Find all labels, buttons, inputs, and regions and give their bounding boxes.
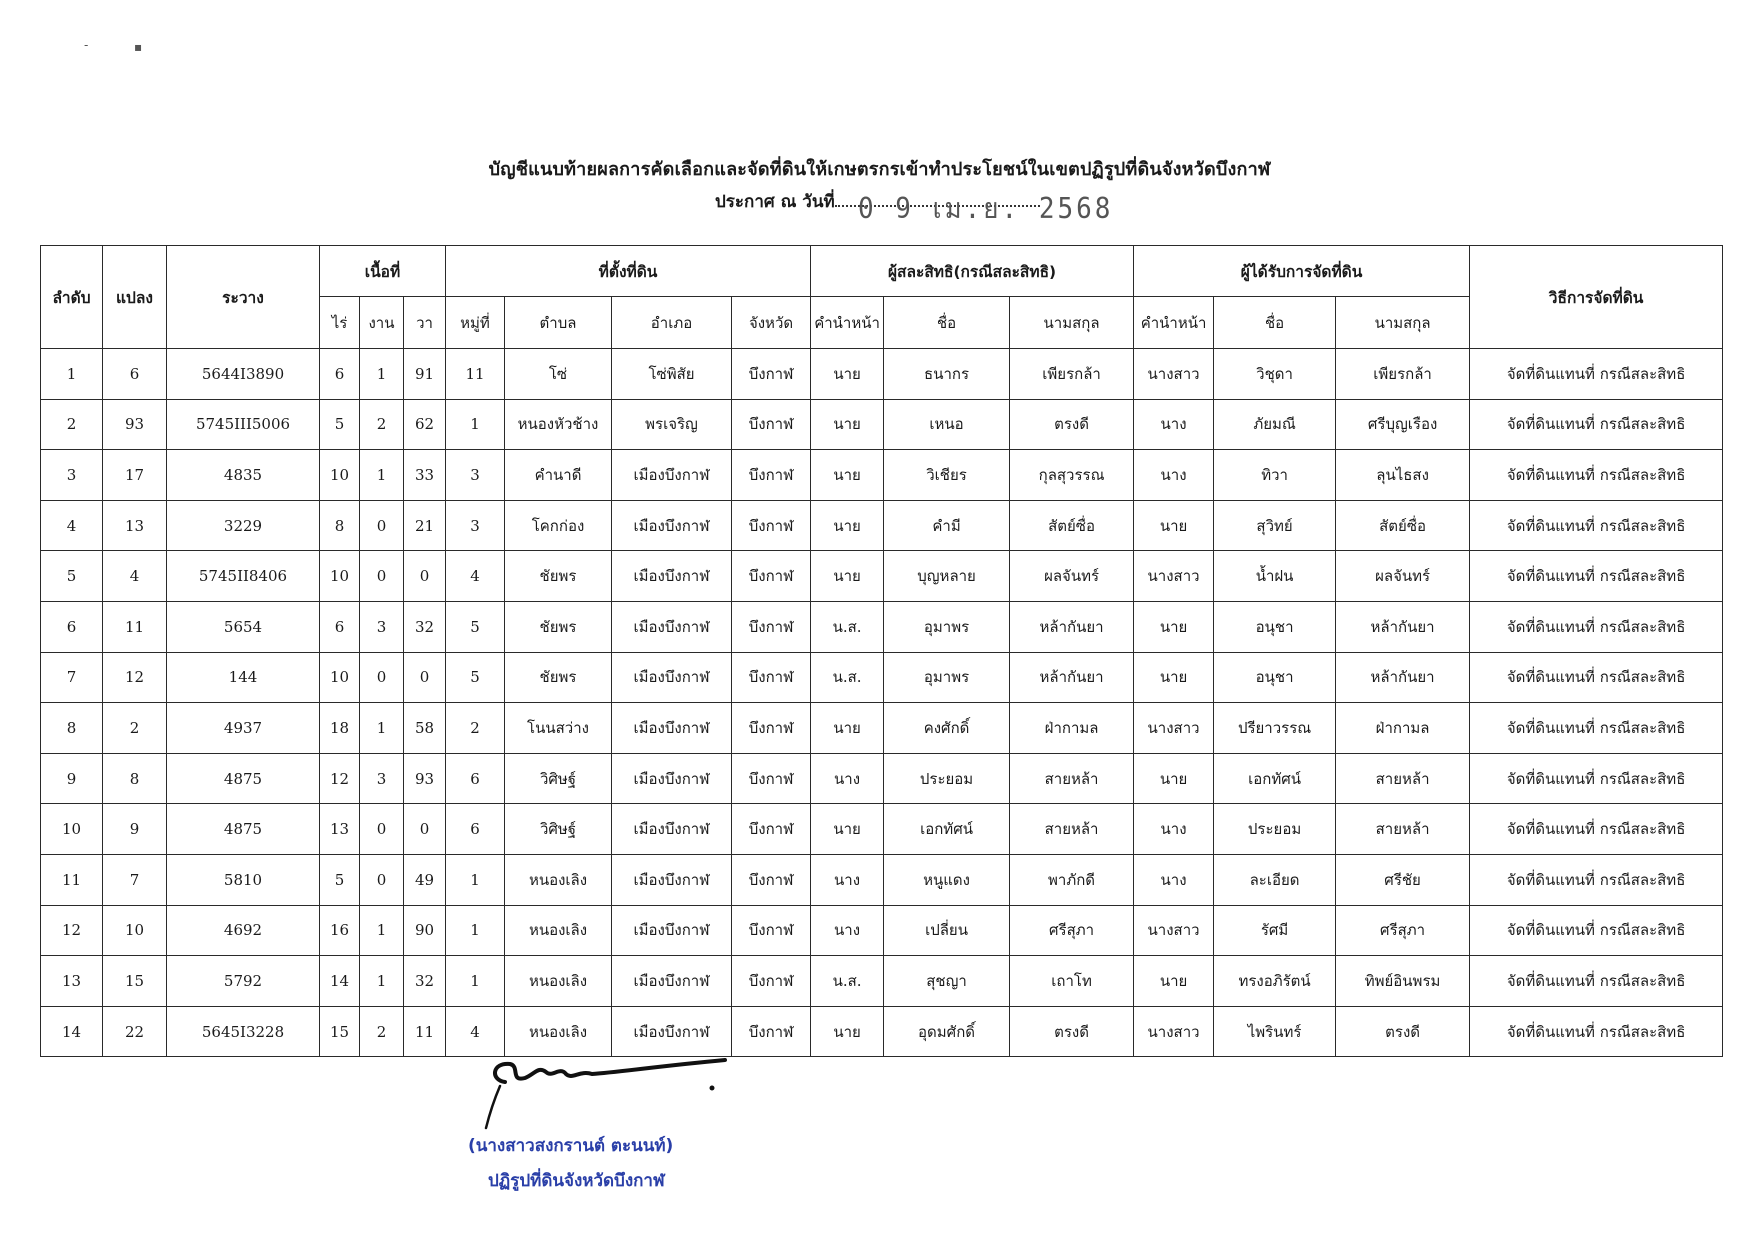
cell-wa: 32 xyxy=(404,601,446,652)
table-row xyxy=(41,399,1723,450)
table-row xyxy=(41,956,1723,1007)
cell-province: บึงกาฬ xyxy=(732,1006,811,1057)
cell-wa: 32 xyxy=(404,956,446,1007)
header-ngan: งาน xyxy=(360,297,404,349)
cell-tambon: โคกก่อง xyxy=(505,500,612,551)
signatory-name: (นางสาวสงกรานต์ ตะนนท์) xyxy=(468,1136,674,1156)
header-province: จังหวัด xyxy=(732,297,811,349)
cell-plot: 11 xyxy=(103,601,167,652)
cell-waiver-prefix: นาย xyxy=(811,349,884,400)
table-row xyxy=(41,349,1723,400)
cell-recipient-first-name: รัศมี xyxy=(1214,905,1336,956)
cell-recipient-prefix: นาง xyxy=(1134,399,1214,450)
cell-recipient-first-name: ละเอียด xyxy=(1214,854,1336,905)
cell-rawang: 5645I3228 xyxy=(167,1006,320,1057)
table-row xyxy=(41,804,1723,855)
cell-waiver-prefix: นาง xyxy=(811,854,884,905)
cell-ngan: 0 xyxy=(360,804,404,855)
cell-province: บึงกาฬ xyxy=(732,854,811,905)
cell-rawang: 5644I3890 xyxy=(167,349,320,400)
cell-method: จัดที่ดินแทนที่ กรณีสละสิทธิ xyxy=(1470,601,1723,652)
cell-ngan: 1 xyxy=(360,450,404,501)
cell-recipient-first-name: ภัยมณี xyxy=(1214,399,1336,450)
table-body xyxy=(41,349,1723,1057)
cell-waiver-first-name: ธนากร xyxy=(884,349,1010,400)
cell-tambon: โซ่ xyxy=(505,349,612,400)
cell-waiver-prefix: นาย xyxy=(811,399,884,450)
cell-tambon: โนนสว่าง xyxy=(505,703,612,754)
cell-rawang: 144 xyxy=(167,652,320,703)
cell-waiver-first-name: อุดมศักดิ์ xyxy=(884,1006,1010,1057)
cell-recipient-first-name: สุวิทย์ xyxy=(1214,500,1336,551)
header-method: วิธีการจัดที่ดิน xyxy=(1470,246,1723,349)
cell-waiver-last-name: ฝ่ากามล xyxy=(1010,703,1134,754)
cell-no: 5 xyxy=(41,551,103,602)
cell-waiver-last-name: เถาโท xyxy=(1010,956,1134,1007)
cell-waiver-last-name: ผลจันทร์ xyxy=(1010,551,1134,602)
cell-moo: 6 xyxy=(446,804,505,855)
cell-rawang: 5745II8406 xyxy=(167,551,320,602)
cell-recipient-prefix: นาย xyxy=(1134,500,1214,551)
cell-waiver-first-name: วิเชียร xyxy=(884,450,1010,501)
cell-plot: 9 xyxy=(103,804,167,855)
cell-no: 2 xyxy=(41,399,103,450)
cell-waiver-last-name: เพียรกล้า xyxy=(1010,349,1134,400)
cell-waiver-first-name: ประยอม xyxy=(884,753,1010,804)
table-row xyxy=(41,500,1723,551)
cell-no: 7 xyxy=(41,652,103,703)
cell-recipient-last-name: ศรีสุภา xyxy=(1336,905,1470,956)
cell-rawang: 5810 xyxy=(167,854,320,905)
cell-plot: 10 xyxy=(103,905,167,956)
header-waiver-first-name: ชื่อ xyxy=(884,297,1010,349)
cell-moo: 1 xyxy=(446,854,505,905)
cell-plot: 6 xyxy=(103,349,167,400)
cell-rai: 10 xyxy=(320,652,360,703)
scan-speck: - xyxy=(84,38,89,52)
cell-waiver-prefix: นาย xyxy=(811,1006,884,1057)
cell-recipient-last-name: ลุนไธสง xyxy=(1336,450,1470,501)
cell-amphoe: เมืองบึงกาฬ xyxy=(612,601,732,652)
cell-plot: 93 xyxy=(103,399,167,450)
cell-amphoe: โซ่พิสัย xyxy=(612,349,732,400)
cell-recipient-prefix: นางสาว xyxy=(1134,349,1214,400)
cell-waiver-last-name: พาภักดี xyxy=(1010,854,1134,905)
cell-no: 10 xyxy=(41,804,103,855)
cell-rai: 18 xyxy=(320,703,360,754)
cell-waiver-last-name: สัตย์ซื่อ xyxy=(1010,500,1134,551)
cell-waiver-last-name: หล้ากันยา xyxy=(1010,652,1134,703)
cell-plot: 22 xyxy=(103,1006,167,1057)
cell-tambon: หนองหัวช้าง xyxy=(505,399,612,450)
cell-tambon: ชัยพร xyxy=(505,551,612,602)
cell-recipient-first-name: ปรียาวรรณ xyxy=(1214,703,1336,754)
header-recipient-first-name: ชื่อ xyxy=(1214,297,1336,349)
cell-amphoe: เมืองบึงกาฬ xyxy=(612,905,732,956)
cell-rai: 10 xyxy=(320,450,360,501)
cell-recipient-first-name: ทิวา xyxy=(1214,450,1336,501)
cell-method: จัดที่ดินแทนที่ กรณีสละสิทธิ xyxy=(1470,652,1723,703)
cell-waiver-prefix: นาย xyxy=(811,551,884,602)
cell-waiver-prefix: น.ส. xyxy=(811,956,884,1007)
header-recipient-prefix: คำนำหน้า xyxy=(1134,297,1214,349)
cell-recipient-last-name: ฝ่ากามล xyxy=(1336,703,1470,754)
cell-method: จัดที่ดินแทนที่ กรณีสละสิทธิ xyxy=(1470,703,1723,754)
cell-tambon: หนองเลิง xyxy=(505,1006,612,1057)
cell-wa: 11 xyxy=(404,1006,446,1057)
cell-no: 8 xyxy=(41,703,103,754)
cell-method: จัดที่ดินแทนที่ กรณีสละสิทธิ xyxy=(1470,956,1723,1007)
cell-waiver-first-name: เอกทัศน์ xyxy=(884,804,1010,855)
cell-waiver-first-name: คงศักดิ์ xyxy=(884,703,1010,754)
cell-amphoe: เมืองบึงกาฬ xyxy=(612,551,732,602)
cell-ngan: 1 xyxy=(360,703,404,754)
cell-tambon: คำนาดี xyxy=(505,450,612,501)
cell-wa: 62 xyxy=(404,399,446,450)
cell-province: บึงกาฬ xyxy=(732,753,811,804)
cell-rai: 16 xyxy=(320,905,360,956)
cell-rawang: 4937 xyxy=(167,703,320,754)
cell-recipient-first-name: อนุชา xyxy=(1214,652,1336,703)
cell-recipient-first-name: น้ำฝน xyxy=(1214,551,1336,602)
cell-rai: 8 xyxy=(320,500,360,551)
cell-recipient-last-name: ตรงดี xyxy=(1336,1006,1470,1057)
cell-ngan: 3 xyxy=(360,601,404,652)
cell-waiver-first-name: อุมาพร xyxy=(884,601,1010,652)
table-row xyxy=(41,854,1723,905)
cell-moo: 4 xyxy=(446,1006,505,1057)
cell-ngan: 1 xyxy=(360,956,404,1007)
cell-recipient-last-name: หล้ากันยา xyxy=(1336,652,1470,703)
cell-recipient-prefix: นาย xyxy=(1134,601,1214,652)
cell-waiver-prefix: นาง xyxy=(811,753,884,804)
cell-waiver-first-name: เปลี่ยน xyxy=(884,905,1010,956)
table-row xyxy=(41,753,1723,804)
cell-tambon: ชัยพร xyxy=(505,652,612,703)
cell-recipient-prefix: นางสาว xyxy=(1134,1006,1214,1057)
cell-waiver-last-name: สายหล้า xyxy=(1010,753,1134,804)
cell-province: บึงกาฬ xyxy=(732,399,811,450)
date-stamp: 0 9 เม.ย. 2568 xyxy=(858,192,1114,226)
cell-tambon: วิศิษฐ์ xyxy=(505,804,612,855)
cell-no: 1 xyxy=(41,349,103,400)
cell-plot: 8 xyxy=(103,753,167,804)
cell-recipient-first-name: อนุชา xyxy=(1214,601,1336,652)
cell-rawang: 3229 xyxy=(167,500,320,551)
cell-recipient-first-name: วิชุดา xyxy=(1214,349,1336,400)
cell-amphoe: เมืองบึงกาฬ xyxy=(612,703,732,754)
land-allocation-table xyxy=(40,245,1723,1057)
cell-amphoe: เมืองบึงกาฬ xyxy=(612,450,732,501)
cell-method: จัดที่ดินแทนที่ กรณีสละสิทธิ xyxy=(1470,753,1723,804)
cell-rawang: 5654 xyxy=(167,601,320,652)
cell-ngan: 2 xyxy=(360,1006,404,1057)
cell-amphoe: เมืองบึงกาฬ xyxy=(612,854,732,905)
cell-no: 4 xyxy=(41,500,103,551)
table-row xyxy=(41,551,1723,602)
cell-recipient-last-name: ทิพย์อินพรม xyxy=(1336,956,1470,1007)
cell-province: บึงกาฬ xyxy=(732,601,811,652)
cell-moo: 1 xyxy=(446,399,505,450)
cell-no: 11 xyxy=(41,854,103,905)
header-rai: ไร่ xyxy=(320,297,360,349)
cell-rawang: 4875 xyxy=(167,804,320,855)
signatory-position: ปฏิรูปที่ดินจังหวัดบึงกาฬ xyxy=(488,1171,665,1191)
cell-wa: 90 xyxy=(404,905,446,956)
scan-speck: ▪ xyxy=(134,40,143,54)
cell-recipient-last-name: เพียรกล้า xyxy=(1336,349,1470,400)
cell-rai: 5 xyxy=(320,399,360,450)
cell-ngan: 1 xyxy=(360,349,404,400)
cell-rai: 12 xyxy=(320,753,360,804)
header-recipient-last-name: นามสกุล xyxy=(1336,297,1470,349)
cell-province: บึงกาฬ xyxy=(732,905,811,956)
cell-ngan: 3 xyxy=(360,753,404,804)
cell-recipient-first-name: ประยอม xyxy=(1214,804,1336,855)
date-label: ประกาศ ณ วันที่ xyxy=(715,192,835,212)
header-waiver: ผู้สละสิทธิ(กรณีสละสิทธิ) xyxy=(811,246,1134,297)
table-row xyxy=(41,703,1723,754)
cell-moo: 4 xyxy=(446,551,505,602)
cell-moo: 5 xyxy=(446,601,505,652)
cell-amphoe: เมืองบึงกาฬ xyxy=(612,500,732,551)
cell-wa: 93 xyxy=(404,753,446,804)
cell-ngan: 1 xyxy=(360,905,404,956)
cell-moo: 1 xyxy=(446,956,505,1007)
cell-moo: 3 xyxy=(446,500,505,551)
cell-rai: 14 xyxy=(320,956,360,1007)
cell-waiver-last-name: ตรงดี xyxy=(1010,399,1134,450)
cell-method: จัดที่ดินแทนที่ กรณีสละสิทธิ xyxy=(1470,1006,1723,1057)
cell-recipient-prefix: นาง xyxy=(1134,854,1214,905)
cell-province: บึงกาฬ xyxy=(732,804,811,855)
cell-waiver-prefix: น.ส. xyxy=(811,601,884,652)
cell-no: 13 xyxy=(41,956,103,1007)
cell-plot: 15 xyxy=(103,956,167,1007)
cell-no: 3 xyxy=(41,450,103,501)
cell-recipient-last-name: ผลจันทร์ xyxy=(1336,551,1470,602)
cell-waiver-prefix: นาย xyxy=(811,703,884,754)
cell-recipient-last-name: หล้ากันยา xyxy=(1336,601,1470,652)
cell-waiver-prefix: นาง xyxy=(811,905,884,956)
cell-province: บึงกาฬ xyxy=(732,450,811,501)
header-waiver-last-name: นามสกุล xyxy=(1010,297,1134,349)
cell-wa: 58 xyxy=(404,703,446,754)
cell-amphoe: พรเจริญ xyxy=(612,399,732,450)
cell-method: จัดที่ดินแทนที่ กรณีสละสิทธิ xyxy=(1470,450,1723,501)
cell-recipient-prefix: นาย xyxy=(1134,753,1214,804)
cell-province: บึงกาฬ xyxy=(732,703,811,754)
cell-recipient-prefix: นาง xyxy=(1134,450,1214,501)
cell-wa: 0 xyxy=(404,652,446,703)
cell-plot: 2 xyxy=(103,703,167,754)
cell-moo: 2 xyxy=(446,703,505,754)
cell-no: 14 xyxy=(41,1006,103,1057)
header-tambon: ตำบล xyxy=(505,297,612,349)
cell-tambon: หนองเลิง xyxy=(505,905,612,956)
cell-recipient-last-name: ศรีบุญเรือง xyxy=(1336,399,1470,450)
cell-waiver-last-name: ตรงดี xyxy=(1010,1006,1134,1057)
cell-waiver-first-name: สุชญา xyxy=(884,956,1010,1007)
cell-moo: 11 xyxy=(446,349,505,400)
cell-rai: 15 xyxy=(320,1006,360,1057)
cell-recipient-prefix: นาย xyxy=(1134,956,1214,1007)
cell-method: จัดที่ดินแทนที่ กรณีสละสิทธิ xyxy=(1470,854,1723,905)
cell-waiver-last-name: กุลสุวรรณ xyxy=(1010,450,1134,501)
cell-rai: 5 xyxy=(320,854,360,905)
cell-province: บึงกาฬ xyxy=(732,652,811,703)
cell-recipient-last-name: ศรีชัย xyxy=(1336,854,1470,905)
cell-rai: 6 xyxy=(320,601,360,652)
header-recipient: ผู้ได้รับการจัดที่ดิน xyxy=(1134,246,1470,297)
header-amphoe: อำเภอ xyxy=(612,297,732,349)
header-rawang: ระวาง xyxy=(167,246,320,349)
cell-method: จัดที่ดินแทนที่ กรณีสละสิทธิ xyxy=(1470,551,1723,602)
cell-recipient-last-name: สัตย์ซื่อ xyxy=(1336,500,1470,551)
cell-waiver-prefix: น.ส. xyxy=(811,652,884,703)
cell-rawang: 4692 xyxy=(167,905,320,956)
header-waiver-prefix: คำนำหน้า xyxy=(811,297,884,349)
table-row xyxy=(41,450,1723,501)
cell-moo: 1 xyxy=(446,905,505,956)
cell-recipient-prefix: นาง xyxy=(1134,804,1214,855)
table-row xyxy=(41,601,1723,652)
header-moo: หมู่ที่ xyxy=(446,297,505,349)
cell-recipient-first-name: ทรงอภิรัตน์ xyxy=(1214,956,1336,1007)
cell-rawang: 4835 xyxy=(167,450,320,501)
cell-no: 6 xyxy=(41,601,103,652)
cell-moo: 6 xyxy=(446,753,505,804)
cell-rawang: 5792 xyxy=(167,956,320,1007)
cell-moo: 5 xyxy=(446,652,505,703)
cell-province: บึงกาฬ xyxy=(732,500,811,551)
cell-tambon: หนองเลิง xyxy=(505,854,612,905)
cell-method: จัดที่ดินแทนที่ กรณีสละสิทธิ xyxy=(1470,804,1723,855)
cell-recipient-prefix: นาย xyxy=(1134,652,1214,703)
cell-moo: 3 xyxy=(446,450,505,501)
cell-method: จัดที่ดินแทนที่ กรณีสละสิทธิ xyxy=(1470,399,1723,450)
cell-ngan: 0 xyxy=(360,652,404,703)
cell-no: 12 xyxy=(41,905,103,956)
cell-method: จัดที่ดินแทนที่ กรณีสละสิทธิ xyxy=(1470,349,1723,400)
header-plot: แปลง xyxy=(103,246,167,349)
cell-waiver-first-name: อุมาพร xyxy=(884,652,1010,703)
table-row xyxy=(41,905,1723,956)
cell-waiver-last-name: ศรีสุภา xyxy=(1010,905,1134,956)
cell-rai: 10 xyxy=(320,551,360,602)
cell-recipient-last-name: สายหล้า xyxy=(1336,753,1470,804)
cell-recipient-first-name: ไพรินทร์ xyxy=(1214,1006,1336,1057)
cell-tambon: หนองเลิง xyxy=(505,956,612,1007)
cell-plot: 17 xyxy=(103,450,167,501)
cell-ngan: 0 xyxy=(360,854,404,905)
cell-province: บึงกาฬ xyxy=(732,551,811,602)
cell-ngan: 0 xyxy=(360,500,404,551)
cell-tambon: ชัยพร xyxy=(505,601,612,652)
cell-wa: 33 xyxy=(404,450,446,501)
cell-amphoe: เมืองบึงกาฬ xyxy=(612,652,732,703)
header-no: ลำดับ xyxy=(41,246,103,349)
table-row xyxy=(41,1006,1723,1057)
cell-waiver-last-name: สายหล้า xyxy=(1010,804,1134,855)
cell-plot: 12 xyxy=(103,652,167,703)
cell-amphoe: เมืองบึงกาฬ xyxy=(612,804,732,855)
cell-waiver-last-name: หล้ากันยา xyxy=(1010,601,1134,652)
cell-amphoe: เมืองบึงกาฬ xyxy=(612,956,732,1007)
cell-wa: 0 xyxy=(404,804,446,855)
cell-amphoe: เมืองบึงกาฬ xyxy=(612,1006,732,1057)
cell-recipient-last-name: สายหล้า xyxy=(1336,804,1470,855)
cell-wa: 21 xyxy=(404,500,446,551)
signature-scribble xyxy=(480,1052,740,1132)
cell-rai: 13 xyxy=(320,804,360,855)
cell-waiver-first-name: หนูแดง xyxy=(884,854,1010,905)
cell-waiver-first-name: เหนอ xyxy=(884,399,1010,450)
cell-recipient-prefix: นางสาว xyxy=(1134,905,1214,956)
cell-rai: 6 xyxy=(320,349,360,400)
cell-province: บึงกาฬ xyxy=(732,349,811,400)
cell-no: 9 xyxy=(41,753,103,804)
cell-plot: 13 xyxy=(103,500,167,551)
cell-method: จัดที่ดินแทนที่ กรณีสละสิทธิ xyxy=(1470,500,1723,551)
cell-amphoe: เมืองบึงกาฬ xyxy=(612,753,732,804)
cell-province: บึงกาฬ xyxy=(732,956,811,1007)
cell-recipient-prefix: นางสาว xyxy=(1134,703,1214,754)
cell-waiver-prefix: นาย xyxy=(811,500,884,551)
cell-recipient-prefix: นางสาว xyxy=(1134,551,1214,602)
cell-waiver-prefix: นาย xyxy=(811,804,884,855)
cell-wa: 49 xyxy=(404,854,446,905)
cell-plot: 4 xyxy=(103,551,167,602)
cell-ngan: 2 xyxy=(360,399,404,450)
page-title: บัญชีแนบท้ายผลการคัดเลือกและจัดที่ดินให้เกษตรกรเข้าทำประโยชน์ในเขตปฏิรูปที่ดินจังหวัดบึงกาฬ xyxy=(488,159,1271,180)
cell-tambon: วิศิษฐ์ xyxy=(505,753,612,804)
cell-wa: 0 xyxy=(404,551,446,602)
cell-waiver-first-name: บุญหลาย xyxy=(884,551,1010,602)
cell-rawang: 5745III5006 xyxy=(167,399,320,450)
cell-recipient-first-name: เอกทัศน์ xyxy=(1214,753,1336,804)
cell-rawang: 4875 xyxy=(167,753,320,804)
header-wa: วา xyxy=(404,297,446,349)
header-location: ที่ตั้งที่ดิน xyxy=(446,246,811,297)
cell-waiver-prefix: นาย xyxy=(811,450,884,501)
header-area: เนื้อที่ xyxy=(320,246,446,297)
cell-plot: 7 xyxy=(103,854,167,905)
cell-method: จัดที่ดินแทนที่ กรณีสละสิทธิ xyxy=(1470,905,1723,956)
table-row xyxy=(41,652,1723,703)
cell-waiver-first-name: คำมี xyxy=(884,500,1010,551)
cell-ngan: 0 xyxy=(360,551,404,602)
cell-wa: 91 xyxy=(404,349,446,400)
